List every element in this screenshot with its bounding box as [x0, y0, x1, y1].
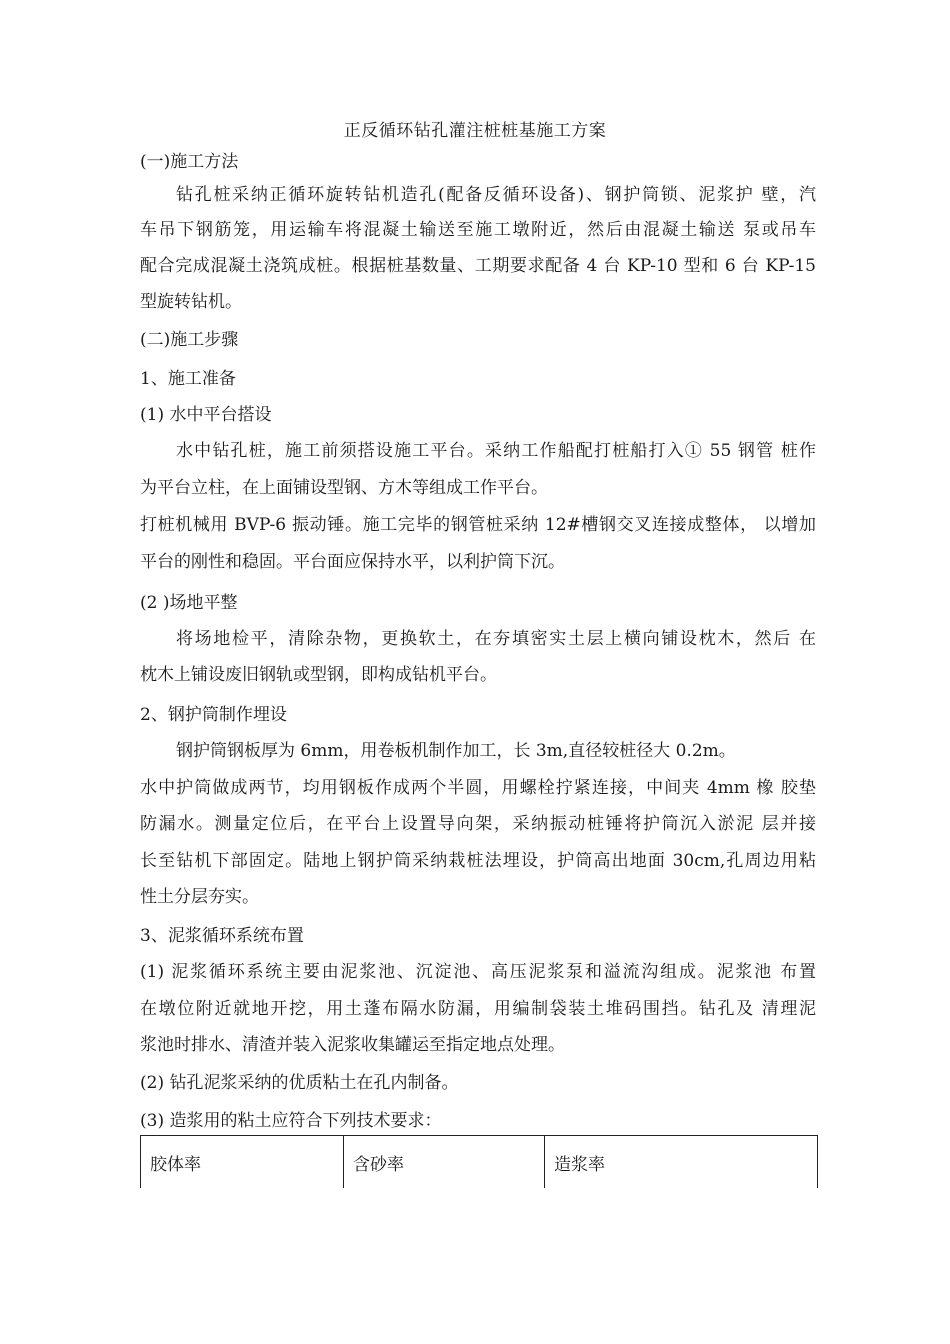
- section-heading-steps: (二)施工步骤: [140, 330, 239, 350]
- clay-requirements-table: [140, 1135, 818, 1188]
- subheading-platform: (1) 水中平台搭设: [140, 405, 272, 425]
- paragraph-line: 防漏水。测量定位后，在平台上设置导向架，采纳振动桩锤将护筒沉入淤泥 层并接: [140, 814, 816, 834]
- paragraph-line: 在墩位附近就地开挖，用土蓬布隔水防漏，用编制袋装土堆码围挡。钻孔及 清理泥: [140, 999, 816, 1019]
- paragraph-line: 长至钻机下部固定。陆地上钢护筒采纳栽桩法埋设，护筒高出地面 30cm,孔周边用粘: [140, 851, 816, 871]
- document-title: 正反循环钻孔灌注桩桩基施工方案: [343, 121, 607, 141]
- table-header-cell: 含砂率: [344, 1136, 545, 1189]
- section-heading-method: (一)施工方法: [140, 152, 239, 172]
- paragraph-line: 钢护筒钢板厚为 6mm，用卷板机制作加工，长 3m,直径较桩径大 0.2m。: [176, 741, 736, 761]
- paragraph-line: 钻孔桩采纳正循环旋转钻机造孔(配备反循环设备)、钢护筒锁、泥浆护 壁，汽: [176, 185, 816, 205]
- paragraph-line: 车吊下钢筋笼，用运输车将混凝土输送至施工墩附近，然后由混凝土输送 泵或吊车: [140, 220, 816, 240]
- subheading-mud-system: 3、泥浆循环系统布置: [140, 926, 304, 946]
- paragraph-line: 为平台立柱，在上面铺设型钢、方木等组成工作平台。: [140, 478, 548, 498]
- subheading-site-leveling: (2 )场地平整: [140, 593, 238, 613]
- paragraph-line: 水中钻孔桩，施工前须搭设施工平台。采纳工作船配打桩船打入① 55 钢管 桩作: [176, 441, 816, 461]
- table-header-cell: 造浆率: [545, 1136, 818, 1189]
- table-header-row: [141, 1136, 818, 1189]
- subheading-casing: 2、钢护筒制作埋设: [140, 705, 287, 725]
- subheading-preparation: 1、施工准备: [140, 369, 236, 389]
- paragraph-line: 将场地检平，清除杂物，更换软土，在夯填密实土层上横向铺设枕木，然后 在: [176, 629, 816, 649]
- paragraph-line: 配合完成混凝土浇筑成桩。根据桩基数量、工期要求配备 4 台 KP-10 型和 6 台 KP-15: [140, 256, 816, 276]
- paragraph-line: 型旋转钻机。: [140, 292, 242, 312]
- paragraph-line: (2) 钻孔泥浆采纳的优质粘土在孔内制备。: [140, 1073, 459, 1093]
- paragraph-line: 浆池时排水、清渣并装入泥浆收集罐运至指定地点处理。: [140, 1035, 565, 1055]
- paragraph-line: 平台的刚性和稳固。平台面应保持水平，以利护筒下沉。: [140, 552, 565, 572]
- paragraph-line: 性土分层夯实。: [140, 887, 259, 907]
- paragraph-line: (1) 泥浆循环系统主要由泥浆池、沉淀池、高压泥浆泵和溢流沟组成。泥浆池 布置: [140, 962, 816, 982]
- paragraph-line: (3) 造浆用的粘土应符合下列技术要求：: [140, 1111, 442, 1131]
- paragraph-line: 枕木上铺设废旧钢轨或型钢，即构成钻机平台。: [140, 665, 497, 685]
- paragraph-line: 水中护筒做成两节，均用钢板作成两个半圆，用螺栓拧紧连接，中间夹 4mm 橡 胶垫: [140, 778, 816, 798]
- table-header-cell: 胶体率: [141, 1136, 344, 1189]
- paragraph-line: 打桩机械用 BVP-6 振动锤。施工完毕的钢管桩采纳 12#槽钢交叉连接成整体， 以增加: [140, 515, 816, 535]
